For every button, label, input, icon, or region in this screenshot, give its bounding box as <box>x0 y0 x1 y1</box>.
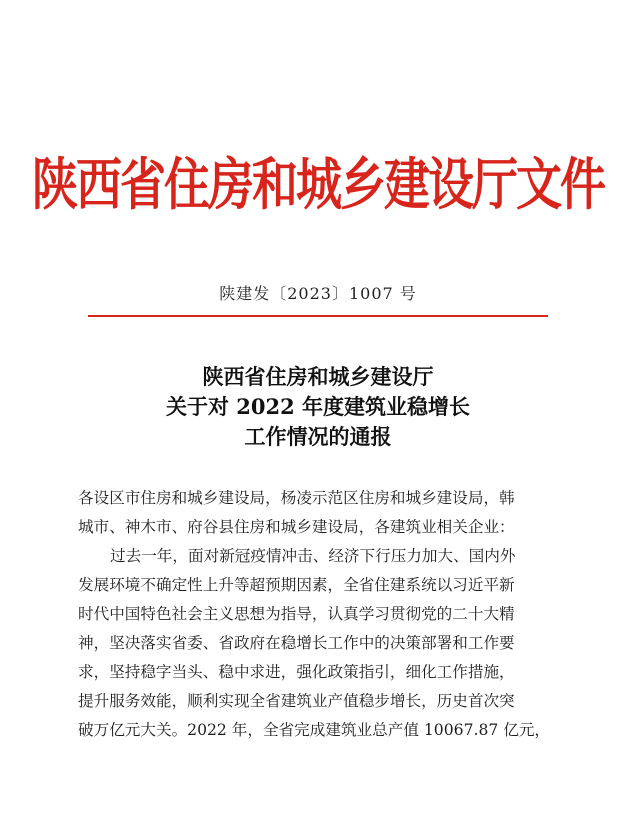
notice-title <box>0 362 636 452</box>
title-line-3: 工作情况的通报 <box>244 424 392 449</box>
addressee-line: 城市、神木市、府谷县住房和城乡建设局，各建筑业相关企业： <box>78 518 515 536</box>
paragraph-line: 求，坚持稳字当头、稳中求进，强化政策指引，细化工作措施， <box>78 663 515 681</box>
addressee-line: 各设区市住房和城乡建设局，杨凌示范区住房和城乡建设局，韩 <box>78 489 515 507</box>
paragraph-line: 神，坚决落实省委、省政府在稳增长工作中的决策部署和工作要 <box>78 634 515 652</box>
title-line-2: 关于对 2022 年度建筑业稳增长 <box>165 394 471 419</box>
paragraph-line: 破万亿元大关。2022 年，全省完成建筑业总产值 10067.87 亿元， <box>78 721 551 739</box>
red-divider-line <box>88 315 548 317</box>
paragraph-line: 提升服务效能，顺利实现全省建筑业产值稳步增长，历史首次突 <box>78 692 515 710</box>
title-line-1: 陕西省住房和城乡建设厅 <box>202 364 434 389</box>
paragraph-line: 时代中国特色社会主义思想为指导，认真学习贯彻党的二十大精 <box>78 605 515 623</box>
paragraph-line: 过去一年，面对新冠疫情冲击、经济下行压力加大、国内外 <box>110 547 516 565</box>
document-number: 陕建发〔2023〕1007 号 <box>219 284 417 303</box>
document-body <box>78 484 562 745</box>
masthead-title: 陕西省住房和城乡建设厅文件 <box>32 151 604 218</box>
paragraph-line: 发展环境不确定性上升等超预期因素，全省住建系统以习近平新 <box>78 576 515 594</box>
